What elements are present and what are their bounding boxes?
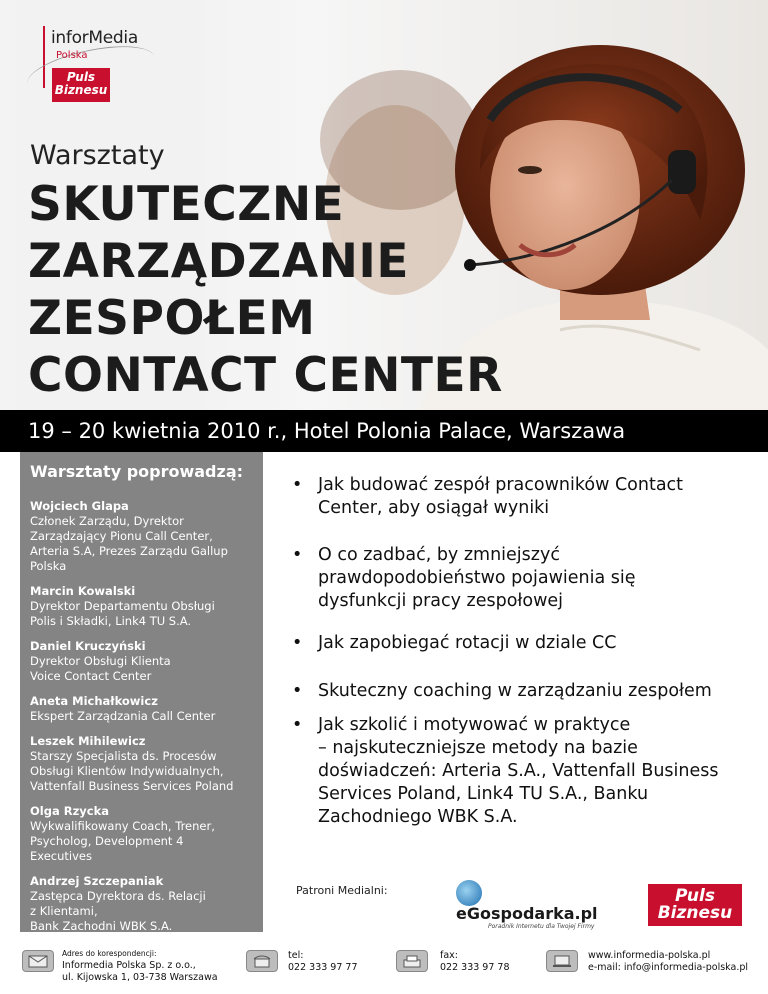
speaker-role-line: Polis i Składki, Link4 TU S.A.: [30, 614, 192, 628]
fax-block: fax: 022 333 97 78: [440, 950, 510, 973]
speaker-role-line: Polska: [30, 559, 67, 573]
speaker-role-line: Arteria S.A, Prezes Zarządu Gallup: [30, 544, 228, 558]
topic-line: Zachodniego WBK S.A.: [318, 807, 518, 827]
page-title: [28, 176, 503, 404]
speaker-name: Wojciech Glapa: [30, 499, 129, 513]
speaker-entry: [30, 804, 251, 864]
bullet-dot: •: [292, 633, 303, 653]
puls-biznesu-logo: Puls Biznesu: [52, 68, 110, 102]
title-line: ZARZĄDZANIE: [28, 234, 409, 289]
speaker-entry: [30, 584, 251, 629]
media-patrons-label: Patroni Medialni:: [296, 884, 388, 897]
email-link[interactable]: e-mail: info@informedia-polska.pl: [588, 962, 749, 973]
kicker: Warsztaty: [30, 140, 165, 171]
speaker-role-line: Voice Contact Center: [30, 669, 152, 683]
website-link[interactable]: www.informedia-polska.pl: [588, 950, 711, 961]
title-line: ZESPOŁEM: [28, 291, 316, 346]
phone-icon: [246, 950, 278, 972]
speaker-role-line: Dyrektor Departamentu Obsługi: [30, 599, 215, 613]
bullet-dot: •: [292, 681, 303, 701]
title-line: CONTACT CENTER: [28, 348, 503, 403]
computer-icon: [546, 950, 578, 972]
event-date-bar: 19 – 20 kwietnia 2010 r., Hotel Polonia Palace, Warszawa: [0, 410, 768, 452]
envelope-icon: [22, 950, 54, 972]
speaker-role-line: Wykwalifikowany Coach, Trener,: [30, 819, 215, 833]
informedia-logo: inforMedia Polska: [18, 20, 158, 80]
title-line: SKUTECZNE: [28, 177, 345, 232]
bullet-dot: •: [292, 715, 303, 735]
egospodarka-logo: eGospodarka.pl Poradnik Internetu dla Twojej Firmy: [450, 880, 600, 930]
speaker-role-line: Vattenfall Business Services Poland: [30, 779, 234, 793]
phone-block: tel: 022 333 97 77: [288, 950, 358, 973]
topic-item: [292, 632, 616, 655]
speaker-name: Olga Rzycka: [30, 804, 109, 818]
speaker-role-line: Obsługi Klientów Indywidualnych,: [30, 764, 224, 778]
topic-line: dysfunkcji pracy zespołowej: [318, 591, 564, 611]
topic-line: Services Poland, Link4 TU S.A., Banku: [318, 784, 649, 804]
speaker-role-line: Psycholog, Development 4: [30, 834, 184, 848]
speaker-role-line: Dyrektor Obsługi Klienta: [30, 654, 171, 668]
speaker-entry: [30, 734, 251, 794]
speaker-name: Leszek Mihilewicz: [30, 734, 146, 748]
speaker-entry: [30, 874, 251, 934]
speaker-role-line: Zarządzający Pionu Call Center,: [30, 529, 213, 543]
topic-line: doświadczeń: Arteria S.A., Vattenfall Business: [318, 761, 719, 781]
topic-item: [292, 474, 683, 520]
topic-line: Center, aby osiągał wyniki: [318, 498, 550, 518]
speaker-name: Aneta Michałkowicz: [30, 694, 158, 708]
speaker-role-line: Zastępca Dyrektora ds. Relacji: [30, 889, 206, 903]
speaker-entry: [30, 499, 251, 574]
speaker-role-line: Starszy Specjalista ds. Procesów: [30, 749, 217, 763]
speakers-panel: [20, 452, 263, 932]
topic-line: Jak szkolić i motywować w praktyce: [318, 715, 631, 735]
address-block: Adres do korespondencji: Informedia Polska Sp. z o.o., ul. Kijowska 1, 03-738 Warszawa: [62, 949, 218, 983]
speaker-role-line: Ekspert Zarządzania Call Center: [30, 709, 216, 723]
puls-biznesu-logo-bottom: Puls Biznesu: [648, 884, 742, 926]
bullet-dot: •: [292, 545, 303, 565]
topic-line: Jak budować zespół pracowników Contact: [318, 475, 684, 495]
hero-banner: [0, 0, 768, 410]
speaker-name: Andrzej Szczepaniak: [30, 874, 164, 888]
fax-icon: [396, 950, 428, 972]
egospodarka-globe-icon: [456, 880, 482, 906]
speakers-heading: Warsztaty poprowadzą:: [30, 462, 244, 481]
speaker-role-line: Executives: [30, 849, 92, 863]
speakers-list: [30, 499, 251, 934]
speaker-name: Marcin Kowalski: [30, 584, 136, 598]
speaker-role-line: Bank Zachodni WBK S.A.: [30, 919, 173, 933]
speaker-role-line: z Klientami,: [30, 904, 98, 918]
topic-item: [292, 544, 636, 613]
bullet-dot: •: [292, 475, 303, 495]
topic-item: [292, 714, 718, 829]
speaker-entry: [30, 694, 251, 724]
topic-line: prawdopodobieństwo pojawienia się: [318, 568, 636, 588]
speaker-role-line: Członek Zarządu, Dyrektor: [30, 514, 184, 528]
speaker-entry: [30, 639, 251, 684]
topic-line: Skuteczny coaching w zarządzaniu zespołem: [318, 681, 712, 701]
topic-line: – najskuteczniejsze metody na bazie: [318, 738, 638, 758]
contact-footer: [0, 938, 768, 994]
topic-line: Jak zapobiegać rotacji w dziale CC: [318, 633, 617, 653]
speaker-name: Daniel Kruczyński: [30, 639, 146, 653]
web-contact-block: [588, 950, 748, 974]
topic-item: [292, 680, 712, 703]
topic-line: O co zadbać, by zmniejszyć: [318, 545, 560, 565]
